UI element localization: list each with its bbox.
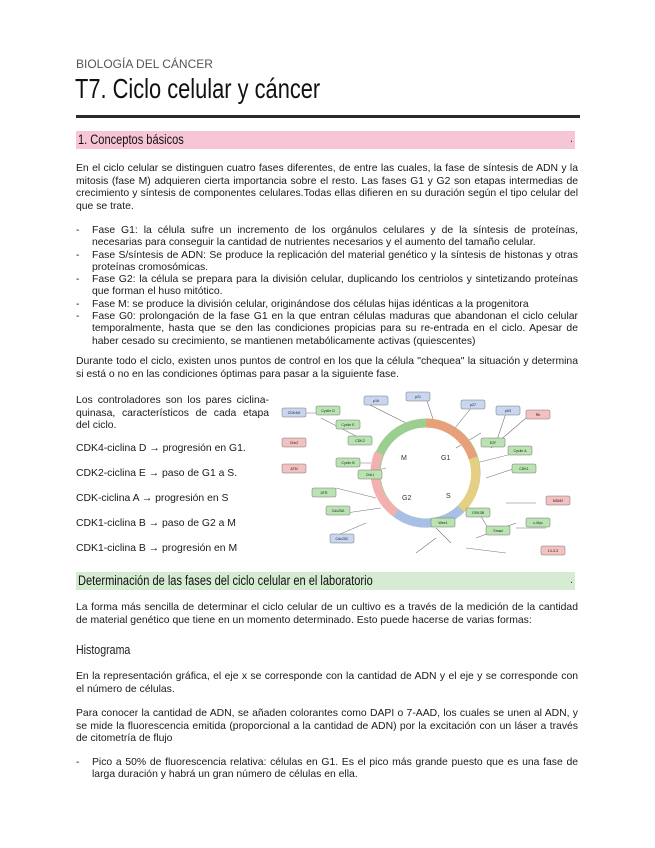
controllers-paragraph: Los controladores son los pares ciclina-quinasa, característicos de cada etapa del ciclo. [76,395,269,432]
diagram-node [282,438,306,447]
diagram-node-label: CDK1 [519,467,529,472]
diagram-node [326,506,350,515]
diagram-node [526,410,550,419]
diagram-node-label: Chk2 [289,441,299,446]
diagram-node-label: ATR [320,491,328,496]
diagram-node-label: Chk1 [365,473,375,478]
diagram-node [546,496,570,505]
diagram-node-label: 14-3-3 [547,549,559,554]
histograma-paragraph-1: En la representación gráfica, el eje x se corresponde con la cantidad de ADN y el eje y se corresponde con el número de células. [76,671,578,695]
diagram-node [336,420,360,429]
phase-item-m: - Fase M: se produce la división celular, originándose dos células hijas idénticas a la progenitora [76,299,578,311]
diagram-node-label: Cdc25C [335,537,349,542]
diagram-node-label: p16 [373,399,379,404]
histograma-heading: Histograma [76,643,131,657]
diagram-node [461,400,485,409]
phase-item-s: - Fase S/síntesis de ADN: Se produce la replicación del material genético y la síntesis de histonas y otras proteínas cromosómicas. [76,250,578,275]
diagram-node [496,406,520,415]
cdk-pair-2: CDK2-ciclina E → paso de G1 a S. [76,468,238,479]
section-heading-label-2: Determinación de las fases del ciclo celular en el laboratorio [78,573,373,588]
diagram-node-label: Cdc25A [331,509,345,514]
diagram-node [364,396,388,405]
diagram-node [330,534,354,543]
section-heading-dot-2: . [569,574,573,586]
phase-item-g1: - Fase G1: la célula sufre un incremento de los orgánulos celulares y de la síntesis de proteínas, necesarias para conseguir la cantidad de nutrientes necesarios y el aumento del tamaño celular. [76,225,578,250]
diagram-node [486,526,510,535]
diagram-node [282,464,306,473]
phase-item-g0: - Fase G0: prolongación de la fase G1 en la que entran células maduras que abandonan el ciclo celular temporalmente, hasta que se den las condiciones propicias para su re-entrada en el ciclo. Apesar de haber cesado su crecimiento, se mantienen metabólicamente activas (quiescentes) [76,311,578,348]
phase-list [76,225,578,348]
phase-item-g2: - Fase G2: la célula se prepara para la división celular, duplicando los centriolos y sintetizando proteínas que forman el huso mitótico. [76,274,578,299]
diagram-node [316,406,340,415]
diagram-node-label: Cyclin B [341,461,355,466]
page-title: T7. Ciclo celular y cáncer [75,73,321,104]
diagram-node-label: Cyclin A [513,449,527,454]
diagram-node [541,546,565,555]
histograma-bullet-1: - Pico a 50% de fluorescencia relativa: células en G1. Es el pico más grande puesto que es una fase de larga duración y habrá un gran número de células en ella. [76,757,578,782]
diagram-node [512,464,536,473]
section-heading-conceptos [76,131,575,149]
diagram-node-label: CDK4/6 [287,411,301,416]
phase-m-label: M [401,455,407,462]
diagram-node-label: p53 [505,409,511,414]
cdk-pair-1: CDK4-ciclina D → progresión en G1. [76,443,246,454]
diagram-node-label: GSK3B [472,511,484,516]
phase-g2-label: G2 [402,495,412,502]
diagram-node-label: Cyclin D [321,409,335,414]
diagram-node-label: Cyclin E [341,423,355,428]
diagram-node-label: ATM [290,467,298,472]
diagram-node [406,392,430,401]
checkpoints-paragraph: Durante todo el ciclo, existen unos puntos de control en los que la célula "chequea" la situación y determina si está o no en las condiciones óptimas para pasar a la siguiente fase. [76,356,578,380]
diagram-node [312,488,336,497]
diagram-node-label: c-Myc [533,521,543,526]
diagram-node [348,436,372,445]
cdk-pair-5: CDK1-ciclina B → progresión en M [76,543,238,554]
diagram-node-label: p27 [470,403,476,408]
lab-intro-paragraph: La forma más sencilla de determinar el ciclo celular de un cultivo es a través de la medición de la cantidad de material genético que tiene en un momento determinado. Esto puede hacerse de varias formas: [76,602,578,626]
cdk-pair-4: CDK1-ciclina B → paso de G2 a M [76,518,236,529]
diagram-node [431,518,455,527]
diagram-node [282,408,306,417]
diagram-node [481,438,505,447]
cell-cycle-diagram [276,388,579,566]
subject-label: BIOLOGÍA DEL CÁNCER [76,57,213,71]
diagram-node-label: p21 [415,395,421,400]
diagram-node-label: CDK2 [355,439,365,444]
cdk-pair-3: CDK-ciclina A → progresión en S [76,493,229,504]
diagram-node [466,508,490,517]
diagram-node [336,458,360,467]
diagram-node-label: MDM2 [552,499,564,504]
histograma-bullets [76,757,578,782]
intro-paragraph: En el ciclo celular se distinguen cuatro fases diferentes, de entre las cuales, la fase de síntesis de ADN y la mitosis (fase M) adquieren cierta importancia sobre el resto. Las fases G1 y G2 son etapas intermedias de crecimiento y síntesis de componentes celulares.Todas ellas difieren en su duración según el tipo celular del que se trate. [76,163,578,212]
diagram-node [358,470,382,479]
diagram-node-label: Rb [535,413,541,418]
diagram-node [508,446,532,455]
phase-s-label: S [446,493,451,500]
diagram-node-label: E2F [489,441,497,446]
phase-g1-label: G1 [441,455,451,462]
diagram-node-label: Smad [493,529,503,534]
section-heading-dot: . [569,133,573,145]
title-rule [76,115,580,118]
histograma-paragraph-2: Para conocer la cantidad de ADN, se añaden colorantes como DAPI o 7-AAD, los cuales se unen al ADN, y se mide la fluorescencia emitida (proporcional a la cantidad de ADN) por la excitación con un láser a través de citometría de flujo [76,708,578,745]
section-heading-laboratorio [76,572,575,590]
section-heading-label: 1. Conceptos básicos [78,132,184,147]
diagram-node [526,518,550,527]
diagram-node-label: Wee1 [438,521,448,526]
